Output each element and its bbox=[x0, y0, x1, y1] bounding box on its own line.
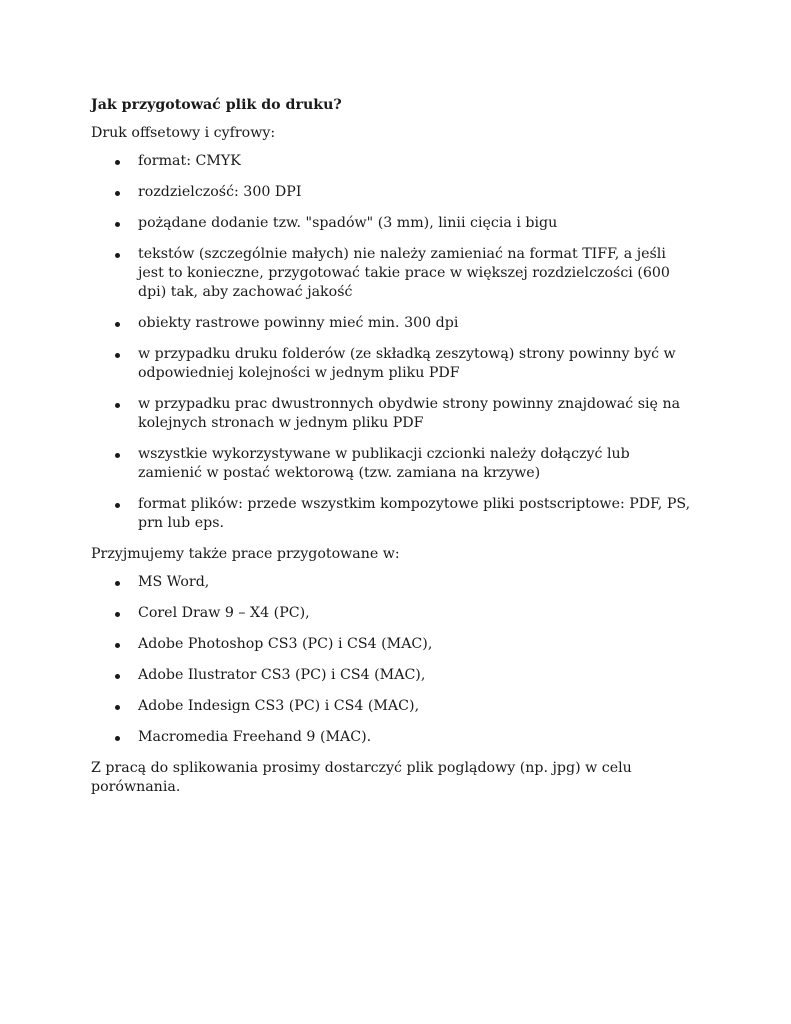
list-item-text: Macromedia Freehand 9 (MAC). bbox=[138, 729, 372, 745]
list-item bbox=[91, 214, 691, 233]
bullet-icon bbox=[115, 322, 120, 327]
bullet-icon bbox=[115, 191, 120, 196]
list-item-text: format plików: przede wszystkim kompozytowe pliki postscriptowe: PDF, PS, prn lub eps. bbox=[138, 496, 691, 531]
list-item bbox=[91, 152, 691, 171]
list-item bbox=[91, 635, 691, 654]
list-item bbox=[91, 245, 691, 302]
bullet-icon bbox=[115, 612, 120, 617]
document-page bbox=[91, 96, 691, 806]
closing-note: Z pracą do splikowania prosimy dostarczyć plik poglądowy (np. jpg) w celu porównania. bbox=[91, 760, 632, 795]
list-item-text: format: CMYK bbox=[138, 153, 241, 169]
bullet-icon bbox=[115, 222, 120, 227]
list-item-text: MS Word, bbox=[138, 574, 210, 590]
list-item-text: pożądane dodanie tzw. "spadów" (3 mm), linii cięcia i bigu bbox=[138, 215, 558, 231]
bullet-icon bbox=[115, 453, 120, 458]
list-item bbox=[91, 728, 691, 747]
list-item-text: rozdzielczość: 300 DPI bbox=[138, 184, 302, 200]
list-item-text: Adobe Photoshop CS3 (PC) i CS4 (MAC), bbox=[138, 636, 433, 652]
intro-accepted-software: Przyjmujemy także prace przygotowane w: bbox=[91, 546, 400, 562]
bullet-icon bbox=[115, 674, 120, 679]
list-item bbox=[91, 604, 691, 623]
list-item bbox=[91, 345, 691, 383]
list-item bbox=[91, 573, 691, 592]
list-item-text: w przypadku prac dwustronnych obydwie strony powinny znajdować się na kolejnych stronach w jednym pliku PDF bbox=[138, 396, 681, 431]
bullet-icon bbox=[115, 353, 120, 358]
document-title: Jak przygotować plik do druku? bbox=[91, 97, 342, 113]
accepted-software-list bbox=[91, 573, 691, 747]
bullet-icon bbox=[115, 503, 120, 508]
list-item bbox=[91, 666, 691, 685]
list-item-text: tekstów (szczególnie małych) nie należy zamieniać na format TIFF, a jeśli jest to konieczne, przygotować takie prace w większej rozdzielczości (600 dpi) tak, aby zachować jakość bbox=[138, 246, 670, 300]
bullet-icon bbox=[115, 736, 120, 741]
bullet-icon bbox=[115, 643, 120, 648]
bullet-icon bbox=[115, 253, 120, 258]
list-item bbox=[91, 183, 691, 202]
bullet-icon bbox=[115, 160, 120, 165]
list-item-text: wszystkie wykorzystywane w publikacji czcionki należy dołączyć lub zamienić w postać wektorową (tzw. zamiana na krzywe) bbox=[138, 446, 630, 481]
list-item-text: Adobe Indesign CS3 (PC) i CS4 (MAC), bbox=[138, 698, 420, 714]
bullet-icon bbox=[115, 403, 120, 408]
list-item bbox=[91, 395, 691, 433]
list-item bbox=[91, 697, 691, 716]
list-item bbox=[91, 495, 691, 533]
list-item bbox=[91, 445, 691, 483]
intro-offset-digital: Druk offsetowy i cyfrowy: bbox=[91, 125, 276, 141]
print-requirements-list bbox=[91, 152, 691, 533]
bullet-icon bbox=[115, 581, 120, 586]
list-item bbox=[91, 314, 691, 333]
list-item-text: Adobe Ilustrator CS3 (PC) i CS4 (MAC), bbox=[138, 667, 426, 683]
list-item-text: w przypadku druku folderów (ze składką zeszytową) strony powinny być w odpowiedniej kolejności w jednym pliku PDF bbox=[138, 346, 676, 381]
bullet-icon bbox=[115, 705, 120, 710]
list-item-text: Corel Draw 9 – X4 (PC), bbox=[138, 605, 310, 621]
list-item-text: obiekty rastrowe powinny mieć min. 300 dpi bbox=[138, 315, 459, 331]
